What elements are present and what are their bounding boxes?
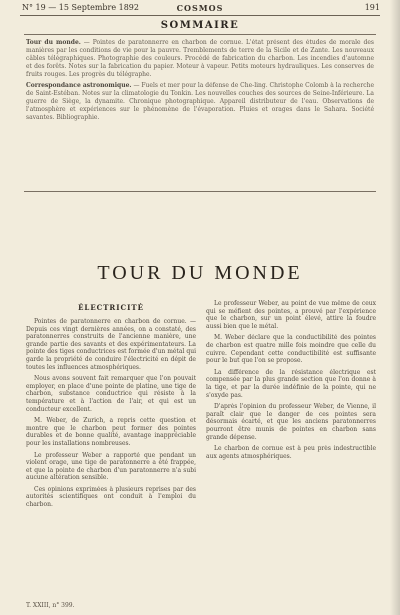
summary-paragraph [26, 39, 374, 79]
body-paragraph: Le professeur Weber a rapporté que pendant un violent orage, une tige de paratonnerre a été frappée, et que la pointe de charbon d'un paratonnerre n'a subi aucune altération sensible. [26, 451, 196, 482]
body-paragraph: D'après l'opinion du professeur Weber, de Vienne, il paraît clair que le danger de ces pointes sera désormais écarté, et que les anciens paratonnerres pourront être munis de pointes en charbon sans grande dépense. [206, 403, 376, 441]
page-edge-shadow [390, 0, 400, 615]
body-paragraph: Nous avons souvent fait remarquer que l'on pouvait employer, en place d'une pointe de platine, une tige de charbon, substance conductrice qui résiste à la température et à l'action de l'air, et qui est un conducteur excellent. [26, 375, 196, 413]
running-header [0, 0, 400, 14]
sommaire-box [24, 34, 376, 192]
left-column [26, 300, 196, 605]
summary-paragraph [26, 82, 374, 122]
header-rule [20, 15, 380, 16]
main-title: TOUR DU MONDE [97, 262, 303, 284]
footer-signature: T. XXIII, n° 399. [26, 602, 75, 609]
summary-lead: Correspondance astronomique. [26, 82, 132, 89]
summary-text: — Fuels et mer pour la défense de Che-ling. Christophe Colomb à la recherche de Saint-Estéban. Notes sur la climatologie du Tonkin. Les nouvelles couches des sources de Seine-Inférieure. La guerre de Siège, la dynamite. Chronique photographique. Appareil distributeur de l'eau. Observations de l'atmosphère et expériences sur le phénomène de l'évaporation. Pluies et orages dans le Sahara. Société savantes. Bibliographie. [26, 82, 374, 121]
page-number: 191 [364, 3, 380, 12]
body-paragraph: Le professeur Weber, au point de vue même de ceux qui se méfient des pointes, a prouvé par l'expérience que le charbon, sur un point élevé, attire la foudre aussi bien que le métal. [206, 300, 376, 330]
sommaire-title: SOMMAIRE [160, 20, 240, 31]
summary-text: — Pointes de paratonnerre en charbon de cornue. L'état présent des études de morale des manières par les conditions de vie pour la pauvre. Tremblements de terre de la Sicile et de Zante. Les nouveaux câbles télégraphiques. Photographie des couleurs. Procédé de fabrication du charbon. Les incendies d'automne et des forêts. Notes sur la fabrication du papier. Moteur à vapeur. Petits moteurs hydrauliques. Les conserves de fruits rouges. Les progrès du télégraphe. [26, 39, 374, 78]
body-paragraph: M. Weber déclare que la conductibilité des pointes de charbon est quatre mille fois moindre que celle du cuivre. Cependant cette conductibilité est suffisante pour le but que l'on se propose. [206, 334, 376, 365]
section-heading: ÉLECTRICITÉ [78, 303, 144, 312]
journal-name: COSMOS [176, 3, 224, 13]
body-paragraph: Pointes de paratonnerre en charbon de cornue. — Depuis ces vingt dernières années, on a constaté, des paratonnerres construits de l'ancienne manière, une grande partie des savants et des expérimentateurs. La pointe des tiges conductrices est formée d'un métal qui garde la propriété de conduire l'électricité en dépit de toutes les influences atmosphériques. [26, 318, 196, 371]
issue-date: N° 19 — 15 Septembre 1892 [22, 3, 139, 12]
body-paragraph: M. Weber, de Zurich, a repris cette question et montre que le charbon peut former des pointes durables et de bonne qualité, avantage inappréciable pour les installations nombreuses. [26, 417, 196, 447]
body-paragraph: Ces opinions exprimées à plusieurs reprises par des autorités scientifiques ont conduit à l'emploi du charbon. [26, 485, 196, 509]
body-paragraph: Le charbon de cornue est à peu près indestructible aux agents atmosphériques. [206, 445, 376, 460]
right-column [206, 300, 376, 605]
summary-lead: Tour du monde. [26, 39, 81, 46]
body-paragraph: La différence de la résistance électrique est compensée par la plus grande section que l'on donne à la tige, et par la durée indéfinie de la pointe, qui ne s'oxyde pas. [206, 368, 376, 399]
